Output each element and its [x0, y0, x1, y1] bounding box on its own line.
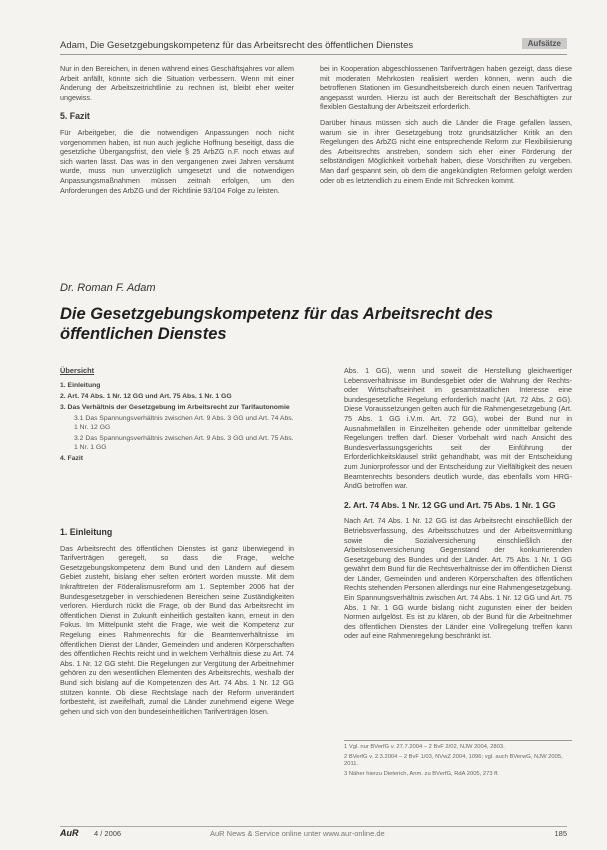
running-title: Adam, Die Gesetzgebungskompetenz für das Arbeitsrecht des öffentlichen Dienstes: [60, 40, 414, 51]
fazit-paragraph: Für Arbeitgeber, die die notwendigen Anpassungen noch nicht vorgenommen haben, ist nun auch jegliche Hoffnung beseitigt, dass die gesetzliche Übergangsfrist, den viele § 25 ArbZG n.F. noch etwas auf sich warten lässt. Das was in den vergangenen zwei Jahren versäumt wurde, muss nun unverzüglich umgesetzt und die notwendigen Anpassungsmaßnahmen müssen zeitnah erfolgen, um den Anforderungen des ArbZG und der Richtlinie 93/104 Folge zu leisten.: [60, 127, 294, 195]
fazit-heading: 5. Fazit: [60, 111, 90, 122]
footnote: 2 BVerfG v. 2.3.2004 – 2 BvF 1/03, NVwZ 2004, 1096; vgl. auch BVerwG, NJW 2005, 2011.: [344, 753, 563, 768]
journal-logo: AuR: [60, 828, 79, 838]
art74-paragraph: Nach Art. 74 Abs. 1 Nr. 12 GG ist das Arbeitsrecht einschließlich der Betriebsverfassung, des Arbeitsschutzes und der Arbeitsvermittlung sowie die Sozialversicherung einschließlich der Arbeitslosenversicherung Gegenstand der konkurrierenden Gesetzgebung des Bundes und der Länder. Art. 75 Abs. 1 Nr. 1 GG gewährt dem Bund für die Rechtsverhältnisse der im öffentlichen Dienst der Länder, Gemeinden und anderen Körperschaften des öffentlichen Rechts stehenden Personen allerdings nur eine Rahmengesetzgebung. Ein Spannungsverhältnis zwischen Art. 74 Abs. 1 Nr. 12 GG und Art. 75 Abs. 1 Nr. 1 GG wurde bislang nicht zugunsten einer der beiden Normen aufgelöst. Es ist zu klären, ob der Bund für die Arbeitnehmer des öffentlichen Dienstes der Länder eine Vollregelung treffen kann oder auf eine Rahmenregelung beschränkt ist.: [344, 516, 572, 641]
page-number: 185: [554, 829, 567, 838]
table-of-contents: [60, 366, 294, 465]
toc-heading: Übersicht: [60, 366, 95, 375]
toc-item: 3. Das Verhältnis der Gesetzgebung im Arbeitsrecht zur Tarifautonomie: [60, 404, 290, 411]
right-paragraph-1: bei in Kooperation abgeschlossenen Tarifverträgen haben gezeigt, dass diese mit moderaten Mehrkosten realisiert werden können, wenn auch die betroffenen Stationen im Gesundheitsbereich durch einen neuen Tarifvertrag angepasst wurden. Hierzu ist auch der Bereitschaft der Beschäftigten zur flexiblen Gestaltung der Arbeitszeit erforderlich.: [320, 64, 572, 112]
toc-subitem: 3.2 Das Spannungsverhältnis zwischen Art. 9 Abs. 3 GG und Art. 75 Abs. 1 Nr. 1 GG: [74, 435, 294, 451]
footnotes: [344, 740, 572, 780]
section-tag: Aufsätze: [522, 38, 567, 49]
toc-item: 1. Einleitung: [60, 382, 101, 389]
body-left-column: [60, 528, 294, 818]
einleitung-heading: 1. Einleitung: [60, 528, 113, 537]
art74-heading: 2. Art. 74 Abs. 1 Nr. 12 GG und Art. 75 Abs. 1 Nr. 1 GG: [344, 499, 556, 510]
footer-website-line: AuR News & Service online unter www.aur-online.de: [210, 829, 385, 838]
top-right-column: [320, 64, 572, 191]
einleitung-paragraph: Das Arbeitsrecht des öffentlichen Dienstes ist ganz überwiegend in Tarifverträgen geregelt, so dass die Frage, welche Gesetzgebungskompetenz dem Bund und den Ländern auf diesem Gebiet zusteht, bislang eher selten erörtert worden musste. Mit dem Inkrafttreten der Föderalismusreform am 1. September 2006 hat der Bundesgesetzgeber in verschiedenen Bereichen seine Zuständigkeiten verloren. Hierdurch rückt die Frage, ob der Bund das Arbeitsrecht im öffentlichen Dienst in Zukunft einheitlich gestalten kann, erneut in den Fokus. Im Mittelpunkt steht die Frage, wie weit die Kompetenz zur Regelung eines Rahmenrechts für die Beamtenverhältnisse im öffentlichen Dienst der Länder, Gemeinden und anderen Körperschaften des öffentlichen Rechts reicht und in welchem Verhältnis diese zu Art. 74 Abs. 1 Nr. 12 GG steht. Die Regelungen zur Vergütung der Arbeitnehmer gehören zu den wesentlichen Elementen des Arbeitsrechts, weshalb der Bund sich bislang auf die Kompetenzen des Art. 74 Abs. 1 Nr. 12 GG stützen konnte. Ob diese Rechtslage nach der Reform unverändert fortbesteht, ist zweifelhaft, zumal die Länder zunehmend eigene Wege gehen und sich von den bundeseinheitlichen Tarifverträgen lösen.: [60, 543, 294, 716]
toc-item: 2. Art. 74 Abs. 1 Nr. 12 GG und Art. 75 Abs. 1 Nr. 1 GG: [60, 393, 232, 400]
top-left-column: [60, 64, 294, 201]
issue-number: 4 / 2006: [94, 829, 122, 838]
toc-subitem: 3.1 Das Spannungsverhältnis zwischen Art. 9 Abs. 3 GG und Art. 74 Abs. 1 Nr. 12 GG: [74, 415, 294, 431]
page-footer: [60, 826, 567, 841]
right-paragraph-2: Darüber hinaus müssen sich auch die Länder die Frage gefallen lassen, warum sie in ihrer Gesetzgebung trotz grundsätzlicher Kritik an den Regelungen des ArbZG nicht eine entsprechende Reform zur Flexibilisierung des Arbeitsrechts anstreben, sondern sich eher einer Förderung der selbständigen Möglichkeit vorbehalt haben, diese Vorschriften zu vergeben. Man darf gespannt sein, ob dem die angekündigten Reformen gefolgt werden oder ob es letztendlich zu einem Ende mit Schrecken kommt.: [320, 117, 572, 185]
article-title: Die Gesetzgebungskompetenz für das Arbeitsrecht des öffentlichen Dienstes: [60, 305, 494, 343]
article-author: Dr. Roman F. Adam: [60, 282, 156, 294]
right-body-paragraph: Abs. 1 GG), wenn und soweit die Herstellung gleichwertiger Lebensverhältnisse im Bundesgebiet oder die Wahrung der Rechts- oder Wirtschaftseinheit im gesamtstaatlichen Interesse eine bundesgesetzliche Regelung erforderlich macht (Art. 72 Abs. 2 GG). Diese Voraussetzungen gelten auch für die Rahmengesetzgebung (Art. 75 Abs. 1 GG i.V.m. Art. 72 GG), wobei der Bund nur in Ausnahmefällen in Einzelheiten gehende oder unmittelbar geltende Regelungen treffen darf. Dieser Vorbehalt wird nach Ansicht des Bundesverfassungsgerichts seit der Einführung der Erforderlichkeitsklausel strikt gehandhabt, was mit der Entscheidung zum Juniorprofessor und der Entscheidung zur Vielfältigkeit des neuen Beamtenrechts besonders deutlich wurde, das ebenfalls vom HRG-ÄndG betroffen war.: [344, 366, 572, 491]
body-right-column: [344, 366, 572, 736]
toc-item: 4. Fazit: [60, 455, 84, 462]
footnote: 1 Vgl. nur BVerfG v. 27.7.2004 – 2 BvF 2/02, NJW 2004, 2803.: [344, 744, 505, 750]
footnote: 3 Näher hierzu Dieterich, Anm. zu BVerfG, RdA 2005, 273 ff.: [344, 770, 499, 777]
intro-paragraph: Nur in den Bereichen, in denen während eines Geschäftsjahres vor allem Arbeit anfällt, könnte sich die Situation verbessern. Wenn mit einer Änderung der Arbeitszeitrichtlinie zu rechnen ist, bleibt eher weiter ungewiss.: [60, 64, 294, 102]
running-header: [60, 38, 567, 55]
